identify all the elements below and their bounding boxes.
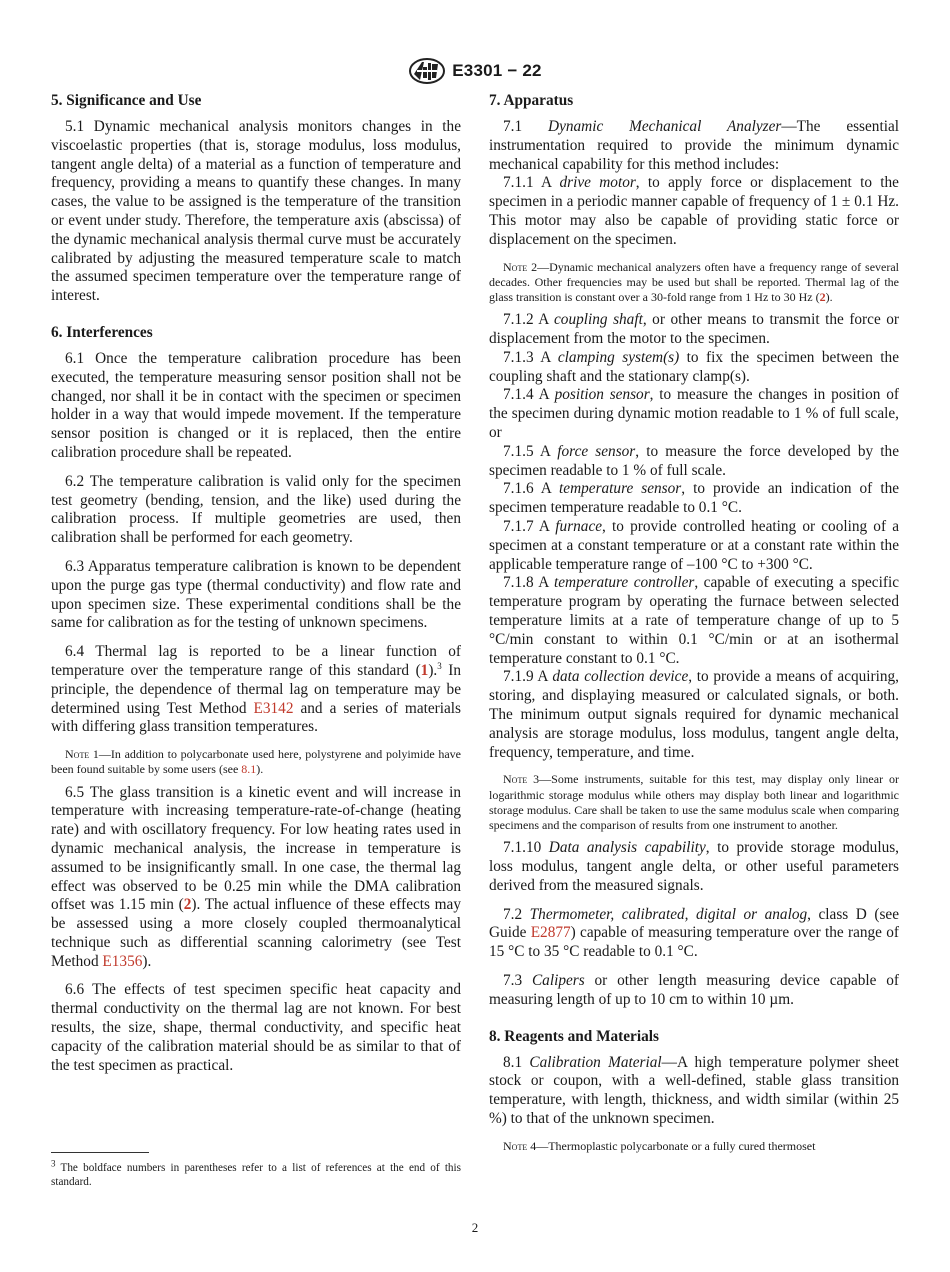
para-6-2: 6.2 The temperature calibration is valid only for the specimen test geometry (bending, tension, and the like) used during the calibration process. If multiple geometries are used, then calibration shall be performed for each geometry. [51, 472, 461, 547]
section-6 [51, 324, 461, 1076]
para-7-1-2: 7.1.2 A coupling shaft, or other means to transmit the force or displacement from the motor to the specimen. [489, 311, 899, 347]
section-6-title: 6. Interferences [51, 323, 153, 341]
astm-logo-icon [408, 58, 446, 84]
reference-link[interactable]: 2 [819, 289, 826, 304]
para-7-1: 7.1 Dynamic Mechanical Analyzer—The essential instrumentation required to provide the minimum dynamic mechanical capability for this method includes: [489, 118, 899, 173]
page-number: 2 [471, 1220, 479, 1235]
section-8-title: 8. Reagents and Materials [489, 1027, 659, 1045]
para-7-1-6: 7.1.6 A temperature sensor, to provide an indication of the specimen temperature readable to 0.1 °C. [489, 480, 900, 517]
right-column [489, 92, 899, 1168]
para-6-5: 6.5 The glass transition is a kinetic event and will increase in temperature with increasing temperature-rate-of-change (heating rate) and with oscillatory frequency. For low heating rates used in dynamic mechanical analysis, the increase in temperature is assumed to be insignificantly small. In one case, the thermal lag effect was observed to be 0.25 min while the DMA calibration offset was 1.15 min (2). The actual influence of these effects may be assessed using a more closely coupled thermoanalytical technique such as differential scanning calorimetry (see Test Method E1356). [51, 783, 461, 970]
para-7-1-4: 7.1.4 A position sensor, to measure the changes in position of the specimen during dynamic motion readable to 1 % of full scale, or [489, 386, 899, 441]
para-7-1-10: 7.1.10 Data analysis capability, to provide storage modulus, loss modulus, tangent angle delta, or other useful parameters derived from the measured signals. [489, 839, 899, 894]
page-header [0, 57, 950, 85]
section-7-title: 7. Apparatus [489, 92, 574, 109]
para-7-2: 7.2 Thermometer, calibrated, digital or analog, class D (see Guide E2877) capable of measuring temperature over the range of 15 °C to 35 °C readable to 0.1 °C. [489, 905, 899, 961]
footnote-divider [51, 1152, 149, 1153]
para-7-1-1: 7.1.1 A drive motor, to apply force or displacement to the specimen in a periodic manner capable of frequency of 1 ± 0.1 Hz. This motor may also be capable of providing static force or displacement on the specimen. [489, 174, 899, 248]
footnote-marker: 3 [437, 660, 442, 671]
section-5 [51, 92, 461, 306]
para-8-1: 8.1 Calibration Material—A high temperature polymer sheet stock or coupon, with a well-defined, stable glass transition temperature, with length, thickness, and width similar (within 25 %) to that of the unknown specimen. [489, 1053, 899, 1127]
para-6-6: 6.6 The effects of test specimen specific heat capacity and thermal conductivity on the thermal lag are not known. For best results, the size, shape, thermal conductivity, and specific heat capacity of the calibration material should be as similar to that of the test specimen as practical. [51, 981, 461, 1074]
note-1: Note 1—In addition to polycarbonate used here, polystyrene and polyimide have been found suitable by some users (see 8.1). [51, 747, 461, 777]
note-4: Note 4—Thermoplastic polycarbonate or a fully cured thermoset [503, 1138, 816, 1153]
para-6-1: 6.1 Once the temperature calibration procedure has been executed, the temperature measuring sensor position shall not be changed, nor shall it be in contact with the specimen or specimen holder in a way that would impede movement. If the temperature sensor position is changed or it is replaced, then the entire calibration procedure shall be repeated. [51, 349, 461, 461]
note-3: Note 3—Some instruments, suitable for this test, may display only linear or logarithmic storage modulus while others may display both linear and logarithmic storage modulus. Care shall be taken to use the same modulus scale when comparing specimens and the comparison of results from one instrument to another. [489, 772, 899, 832]
e1356-link[interactable]: E1356 [102, 952, 143, 970]
left-column [51, 92, 461, 1089]
para-7-1-7: 7.1.7 A furnace, to provide controlled heating or cooling of a specimen at a constant temperature or at a constant rate within the applicable temperature range of –100 °C to +300 °C. [489, 517, 899, 573]
e2877-link[interactable]: E2877 [530, 924, 571, 942]
footnote-3: $^3$ The boldface numbers in parentheses refer to a list of references at the end of this standard. [51, 1158, 461, 1188]
note-2: Note 2—Dynamic mechanical analyzers often have a frequency range of several decades. Other frequencies may be used but shall be reported. Thermal lag of the glass transition is constant over a 30-fold range from 1 Hz to 30 Hz (2). [489, 259, 900, 304]
section-8-1-link[interactable]: 8.1 [241, 762, 257, 777]
section-5-title: 5. Significance and Use [51, 92, 202, 109]
para-7-1-3: 7.1.3 A clamping system(s) to fix the specimen between the coupling shaft and the stationary clamp(s). [489, 348, 899, 385]
reference-link[interactable]: 2 [183, 896, 192, 914]
para-6-4: 6.4 Thermal lag is reported to be a linear function of temperature over the temperature range of this standard (1).$^3$ In principle, the dependence of thermal lag on temperature may be determined using Test Method E3142 and a series of materials with differing glass transition temperatures. [51, 643, 461, 736]
e3142-link[interactable]: E3142 [253, 699, 294, 717]
para-7-1-9: 7.1.9 A data collection device, to provide a means of acquiring, storing, and displaying measured or calculated signals, or both. The minimum output signals required for dynamic mechanical analysis are storage modulus, loss modulus, tangent angle delta, frequency, temperature, and time. [489, 668, 899, 761]
section-8 [489, 1028, 899, 1154]
para-5-1: 5.1 Dynamic mechanical analysis monitors changes in the viscoelastic properties (that is, storage modulus, loss modulus, tangent angle delta) of a material as a function of temperature and frequency, providing a means to quantify these changes. In many cases, the value to be assigned is the temperature of the transition or event under study. Therefore, the temperature axis (abscissa) of the dynamic mechanical analysis thermal curve must be accurately calibrated by adjusting the measured temperature scale to match the assumed specimen temperature over the temperature range of interest. [51, 118, 461, 305]
standard-designation: E3301 − 22 [452, 61, 542, 80]
para-7-1-8: 7.1.8 A temperature controller, capable of executing a specific temperature program by operating the furnace between selected temperature limits at a rate of temperature change of up to 5 °C/min constant to within 0.1 °C/min or at an isothermal temperature constant to 0.1 °C. [489, 574, 899, 667]
para-7-3: 7.3 Calipers or other length measuring device capable of measuring length of up to 10 cm to within 10 µm. [489, 971, 899, 1008]
para-6-3: 6.3 Apparatus temperature calibration is known to be dependent upon the purge gas type (thermal conductivity) and flow rate and upon specimen size. These experimental conditions shall be the same for calibration as for the testing of unknown specimens. [51, 557, 461, 632]
para-7-1-5: 7.1.5 A force sensor, to measure the force developed by the specimen readable to 1 % of full scale. [489, 442, 899, 479]
section-7 [489, 92, 899, 1010]
reference-link[interactable]: 1 [420, 661, 429, 679]
